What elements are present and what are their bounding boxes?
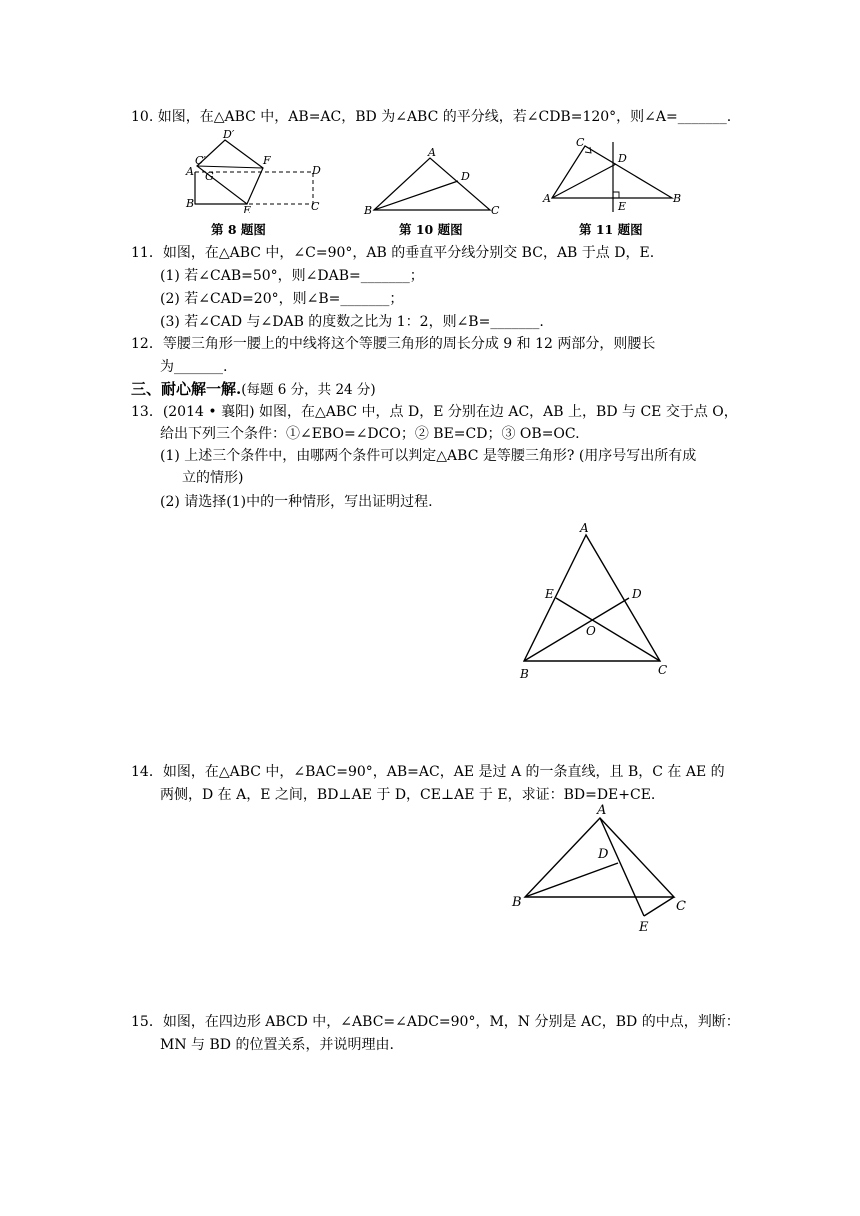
figure-13 bbox=[512, 518, 682, 686]
figure-11 bbox=[540, 136, 685, 216]
fig11-label-d: D bbox=[618, 152, 627, 165]
question-13-line-2: 给出下列三个条件：①∠EBO=∠DCO；② BE=CD；③ OB=OC. bbox=[160, 426, 580, 442]
figure-11-caption: 第 11 题图 bbox=[579, 222, 643, 237]
fig8-label-b: B bbox=[186, 197, 195, 210]
question-13-line-1: 13．(2014 • 襄阳) 如图，在△ABC 中，点 D，E 分别在边 AC，AB 上，BD 与 CE 交于点 O， bbox=[131, 404, 738, 420]
figure-10 bbox=[362, 148, 502, 216]
question-12-line-1: 12．等腰三角形一腰上的中线将这个等腰三角形的周长分成 9 和 12 两部分，则腰长 bbox=[131, 336, 656, 352]
fig13-label-e: E bbox=[545, 587, 554, 601]
question-15-line-2: MN 与 BD 的位置关系，并说明理由. bbox=[160, 1037, 394, 1053]
fig8-label-d: D bbox=[312, 164, 321, 177]
fig11-label-c: C bbox=[576, 136, 585, 149]
fig14-label-b: B bbox=[512, 895, 522, 910]
fig8-label-a: A bbox=[186, 165, 194, 178]
fig14-label-a: A bbox=[597, 803, 607, 818]
question-14-line-1: 14．如图，在△ABC 中，∠BAC=90°，AB=AC，AE 是过 A 的一条直线，且 B，C 在 AE 的 bbox=[131, 764, 725, 780]
section-3-title: 三、耐心解一解. bbox=[131, 380, 242, 398]
question-13-part-1a: (1) 上述三个条件中，由哪两个条件可以判定△ABC 是等腰三角形? (用序号写出所有成 bbox=[160, 448, 697, 464]
question-11-part-1: (1) 若∠CAB=50°，则∠DAB=_______； bbox=[160, 268, 424, 284]
section-3-heading bbox=[131, 379, 376, 400]
section-3-note: (每题 6 分，共 24 分) bbox=[241, 382, 376, 398]
fig11-label-b: B bbox=[673, 192, 682, 205]
fig13-label-b: B bbox=[520, 667, 529, 681]
fig13-label-d: D bbox=[632, 587, 642, 601]
fig10-label-b: B bbox=[364, 204, 373, 216]
figure-8-caption: 第 8 题图 bbox=[211, 222, 266, 237]
question-13-part-1b: 立的情形) bbox=[182, 470, 244, 486]
fig14-label-d: D bbox=[598, 847, 609, 862]
question-11-part-3: (3) 若∠CAD 与∠DAB 的度数之比为 1：2，则∠B=_______. bbox=[160, 314, 544, 330]
fig13-label-o: O bbox=[586, 624, 596, 638]
question-11-stem: 11．如图，在△ABC 中，∠C=90°，AB 的垂直平分线分别交 BC，AB 于点 D，E. bbox=[131, 245, 655, 261]
figure-14 bbox=[508, 803, 693, 938]
question-12-line-2: 为_______. bbox=[160, 359, 228, 375]
fig10-label-c: C bbox=[491, 204, 500, 216]
fig11-label-a: A bbox=[543, 192, 551, 205]
fig8-label-g: G bbox=[205, 170, 214, 183]
figure-8 bbox=[185, 128, 325, 213]
fig14-label-c: C bbox=[676, 899, 686, 914]
fig8-label-dprime: D′ bbox=[223, 128, 235, 141]
question-10-text: 10. 如图，在△ABC 中，AB=AC，BD 为∠ABC 的平分线，若∠CDB=120°，则∠A=_______. bbox=[131, 109, 732, 125]
figure-10-caption: 第 10 题图 bbox=[399, 222, 463, 237]
fig14-label-e: E bbox=[639, 920, 649, 935]
fig8-label-cprime: C′ bbox=[195, 154, 206, 167]
fig13-label-c: C bbox=[658, 663, 668, 677]
question-14-line-2: 两侧，D 在 A，E 之间，BD⊥AE 于 D，CE⊥AE 于 E，求证：BD=DE+CE. bbox=[160, 787, 656, 803]
fig8-label-c: C bbox=[311, 200, 320, 213]
question-13-part-2: (2) 请选择(1)中的一种情形，写出证明过程. bbox=[160, 494, 433, 510]
fig11-label-e: E bbox=[618, 200, 627, 213]
question-15-line-1: 15．如图，在四边形 ABCD 中，∠ABC=∠ADC=90°，M，N 分别是 AC，BD 的中点，判断： bbox=[131, 1014, 740, 1030]
question-11-part-2: (2) 若∠CAD=20°，则∠B=_______； bbox=[160, 291, 404, 307]
fig8-label-e: E bbox=[243, 204, 252, 213]
fig10-label-a: A bbox=[428, 148, 436, 159]
fig13-label-a: A bbox=[580, 521, 589, 535]
fig10-label-d: D bbox=[461, 170, 470, 183]
fig8-label-f: F bbox=[263, 154, 271, 167]
